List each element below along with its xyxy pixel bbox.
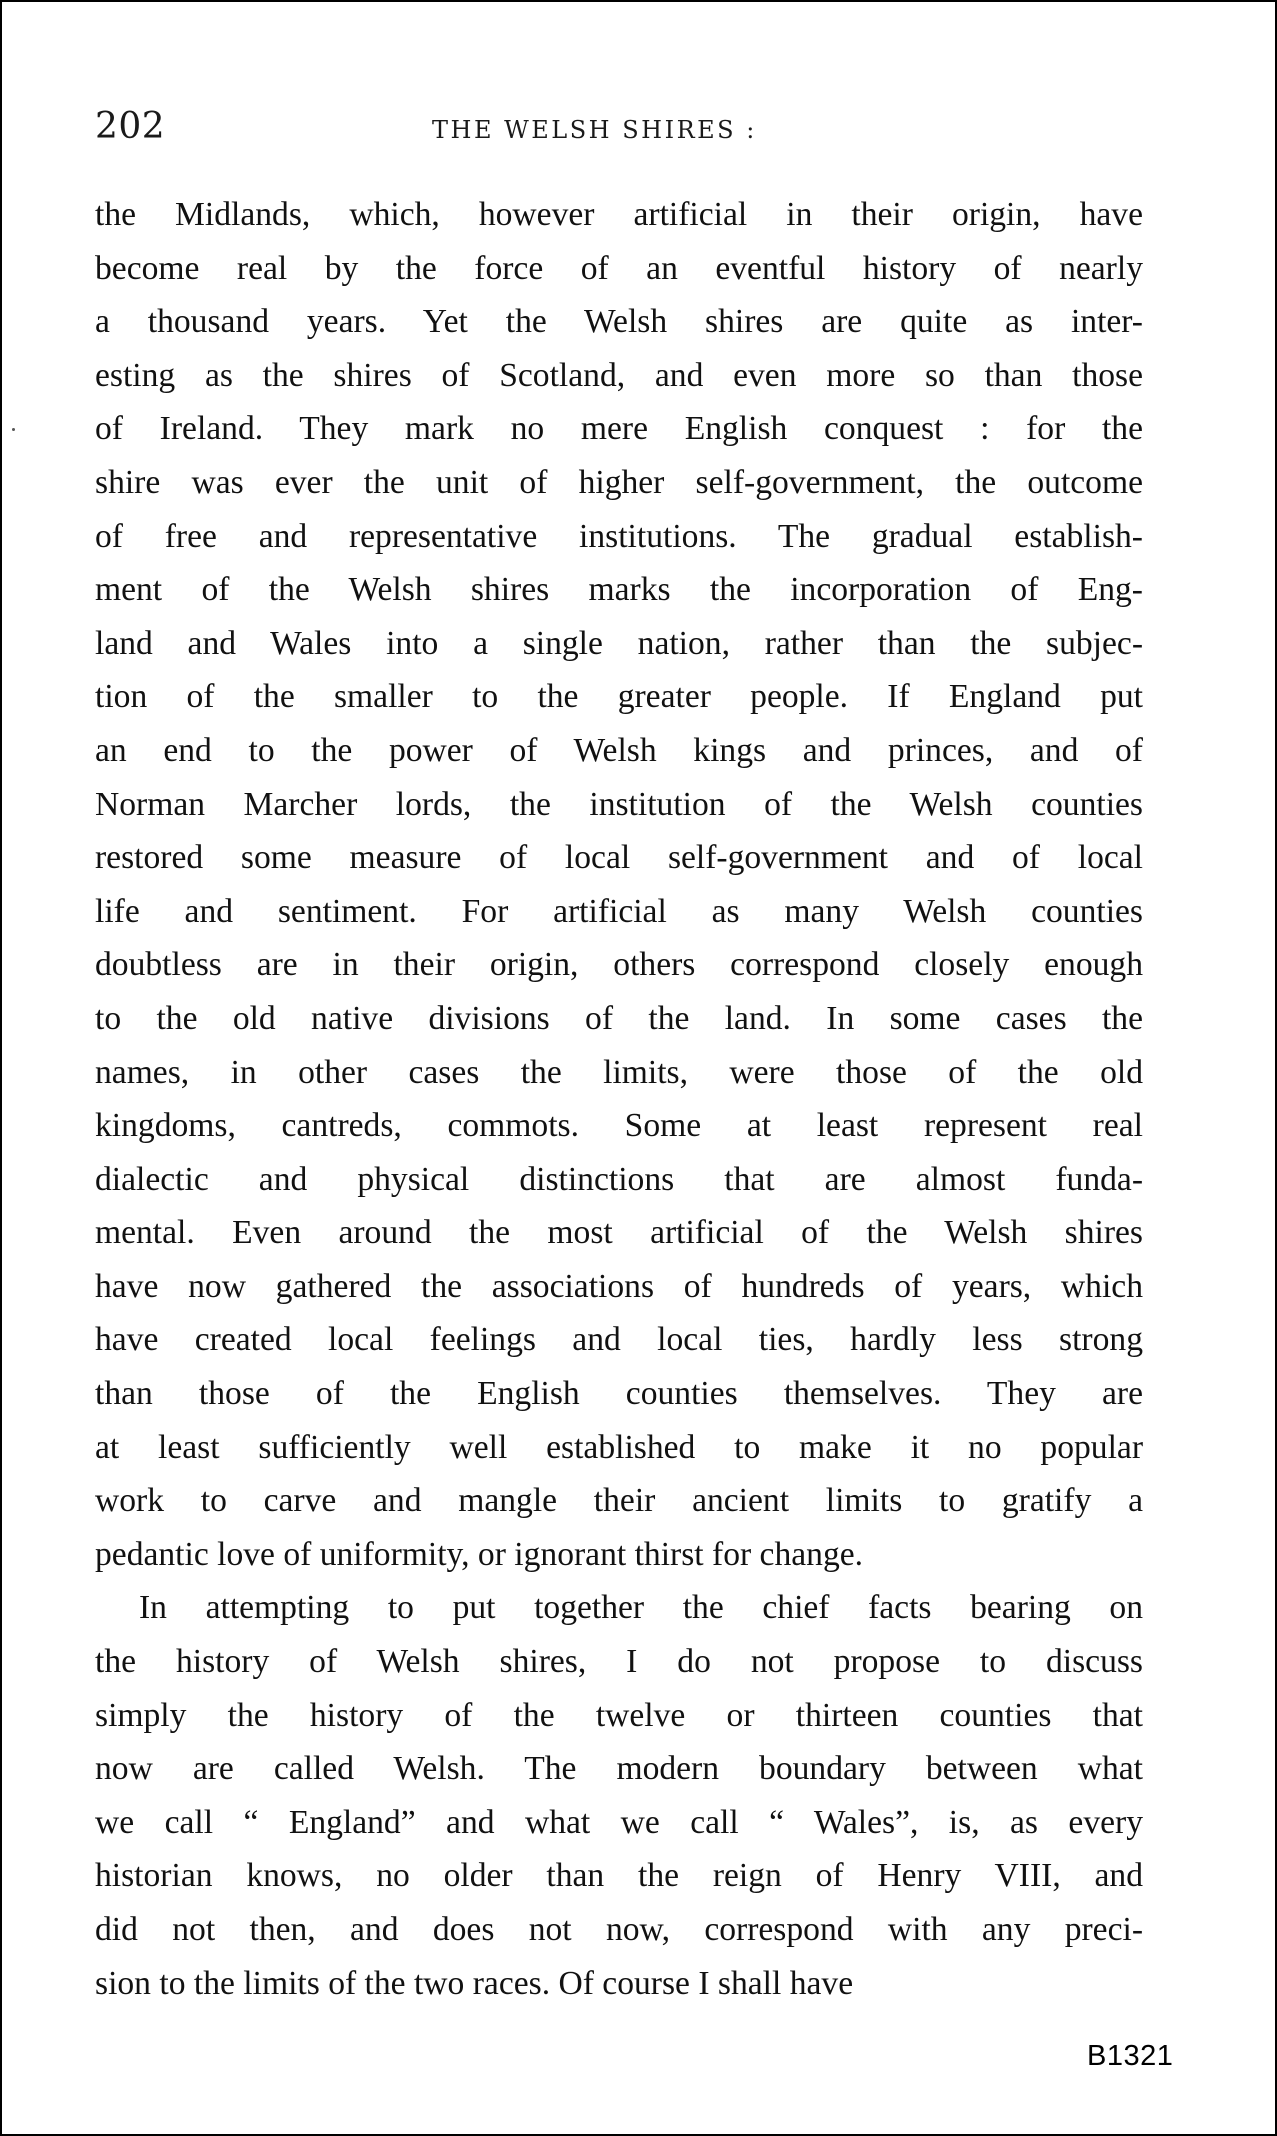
text-line: the Midlands, which, however artificial in their origin, have	[95, 196, 1143, 233]
text-line: we call “ England” and what we call “ Wales”, is, as every	[95, 1803, 1143, 1841]
text-line: ment of the Welsh shires marks the incorporation of Eng-	[95, 571, 1143, 609]
page-number: 202	[95, 106, 166, 147]
text-line: of free and representative institutions. The gradual establish-	[95, 517, 1143, 555]
text-line: an end to the power of Welsh kings and princes, and of	[95, 731, 1143, 769]
text-line: did not then, and does not now, correspond with any preci-	[95, 1911, 1143, 1948]
text-line: In attempting to put together the chief facts bearing on	[139, 1589, 1143, 1627]
text-line: dialectic and physical distinctions that are almost funda-	[95, 1160, 1143, 1198]
text-line: at least sufficiently well established to make it no popular	[95, 1428, 1143, 1466]
text-line: mental. Even around the most artificial of the Welsh shires	[95, 1214, 1143, 1252]
text-line: become real by the force of an eventful history of nearly	[95, 249, 1143, 287]
text-line: a thousand years. Yet the Welsh shires are quite as inter-	[95, 303, 1143, 341]
text-line: historian knows, no older than the reign of Henry VIII, and	[95, 1857, 1143, 1895]
running-head: THE WELSH SHIRES :	[432, 116, 757, 144]
text-line: have created local feelings and local ties, hardly less strong	[95, 1321, 1143, 1359]
catalog-id: B1321	[1087, 2040, 1174, 2072]
text-line: shire was ever the unit of higher self-government, the outcome	[95, 463, 1143, 501]
text-line: to the old native divisions of the land. In some cases the	[95, 999, 1143, 1037]
text-line: restored some measure of local self-government and of local	[95, 839, 1143, 877]
text-line: esting as the shires of Scotland, and even more so than those	[95, 356, 1143, 394]
paragraph	[95, 1581, 1143, 2010]
text-line: work to carve and mangle their ancient limits to gratify a	[95, 1482, 1143, 1520]
page-header	[95, 102, 1143, 162]
text-line: pedantic love of uniformity, or ignorant thirst for change.	[95, 1535, 864, 1573]
paragraph	[95, 188, 1143, 1581]
text-line: names, in other cases the limits, were those of the old	[95, 1053, 1143, 1091]
text-line: sion to the limits of the two races. Of course I shall have	[95, 1964, 854, 2002]
text-line: now are called Welsh. The modern boundary between what	[95, 1750, 1143, 1788]
text-line: than those of the English counties themselves. They are	[95, 1375, 1143, 1413]
text-line: doubtless are in their origin, others correspond closely enough	[95, 946, 1143, 984]
text-line: simply the history of the twelve or thirteen counties that	[95, 1696, 1143, 1734]
text-line: land and Wales into a single nation, rather than the subjec-	[95, 624, 1143, 662]
text-line: life and sentiment. For artificial as many Welsh counties	[95, 892, 1143, 930]
text-line: Norman Marcher lords, the institution of the Welsh counties	[95, 785, 1143, 823]
text-line: have now gathered the associations of hundreds of years, which	[95, 1267, 1143, 1305]
body-text	[95, 188, 1143, 2010]
text-line: kingdoms, cantreds, commots. Some at least represent real	[95, 1107, 1143, 1145]
text-line: of Ireland. They mark no mere English conquest : for the	[95, 410, 1143, 448]
text-line: the history of Welsh shires, I do not propose to discuss	[95, 1643, 1143, 1681]
text-line: tion of the smaller to the greater people. If England put	[95, 678, 1143, 716]
scan-speck	[12, 428, 15, 431]
